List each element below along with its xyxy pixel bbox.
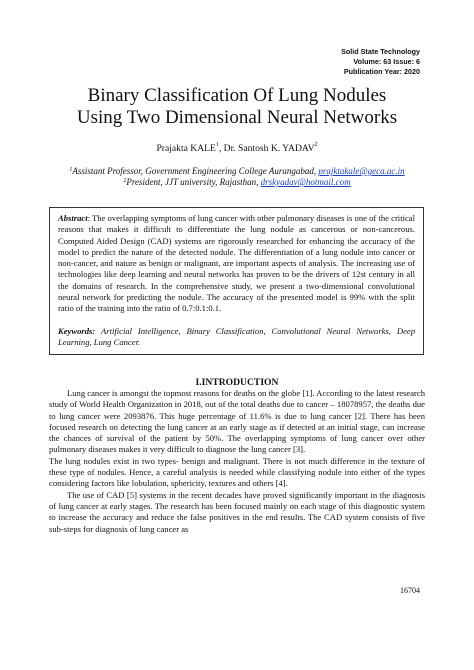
paragraph-3: The use of CAD [5] systems in the recent decades have proved significantly important in the diagnosis of lung cancer at early stages. The research has been focused mainly on each stage of this diagnostic system to increase the accuracy and reduce the false positives in the end results. The CAD system consists of five sub-steps for diagnosis of lung cancer as [49,489,425,534]
title-line-1: Binary Classification Of Lung Nodules [87,85,387,106]
journal-name: Solid State Technology [341,47,420,56]
journal-volume: Volume: 63 Issue: 6 [353,57,420,66]
title-line-2: Using Two Dimensional Neural Networks [76,107,398,128]
author-2-sup: 2 [314,142,318,148]
section-body [49,388,425,535]
journal-header [341,47,420,77]
abstract-box [49,207,424,355]
paragraph-1: Lung cancer is amongst the topmost reasons for deaths on the globe [1]. According to the latest research study of World Health Organization in 2018, out of the total deaths due to cancer – 18078957, the deaths due to lung cancer were 2093876. This huge percentage of 11.6% is due to lung cancer [2]. There has been focused research on detecting the lung cancer at an early stage as if detected at an initial stage, can increase the chances of survival of the patient by 50%. The overlapping symptoms of lung cancer over other pulmonary diseases makes it very difficult to diagnose the lung cancer [3]. [49,388,425,455]
affiliation-2 [40,177,434,188]
author-1-sup: 1 [215,142,219,148]
page-number: 16704 [400,586,420,595]
author-1: Prajakta KALE [156,143,216,154]
journal-year: Publication Year: 2020 [343,67,420,76]
affiliation-1 [40,166,434,177]
affiliations [40,166,434,188]
author-2: , Dr. Santosh K. YADAV [218,143,315,154]
abstract-label: Abstract [58,213,88,223]
paragraph-2: The lung nodules exist in two types- benign and malignant. There is not much difference in the texture of these type of nodules. Hence, a careful analysis is needed while classifying nodule into either of the types considering factors like lobulation, sphericity, textures and others [4]. [49,455,425,489]
author-line [40,143,434,154]
affiliation-2-sup: 2 [123,178,127,184]
affiliation-1-text: Assistant Professor, Government Engineering College Aurangabad, [72,166,319,176]
keywords-text: Artificial Intelligence, Binary Classification, Convolutional Neural Networks, Deep Learning, Lung Cancer. [58,325,415,347]
abstract-paragraph [58,213,415,315]
paper-title [40,85,434,129]
keywords-label: Keywords: [58,325,96,336]
email-link-1[interactable]: prajktakale@geca.ac.in [318,166,405,176]
section-heading: I.INTRODUCTION [195,377,279,388]
keywords-paragraph [58,326,415,349]
abstract-text: : The overlapping symptoms of lung cancer with other pulmonary diseases is one of the critical reasons that makes it difficult to differentiate the lung nodule as cancerous or non-cancerous. Computed Aided Design (CAD) systems are rigorously researched for enhancing the accuracy of the model to predict the nature of the detected nodule. The differentiation of a lung nodule into cancer or non-cancer, and nature as benign or malignant, are important aspects of analysis. The increasing use of technologies like deep learning and neural networks has proven to be the drivers of 12st century in all the domains of research. In the comprehensive study, we present a two-dimensional convolutional neural network for predicting the nodule. The accuracy of the presented model is 99% with the split ratio of the training into the ratio of 0.7:0.1:0.1. [58,213,415,314]
email-link-2[interactable]: drskyadav@hotmail.com [260,177,351,187]
affiliation-1-sup: 1 [69,167,73,173]
affiliation-2-text: President, JJT university, Rajasthan, [126,177,261,187]
